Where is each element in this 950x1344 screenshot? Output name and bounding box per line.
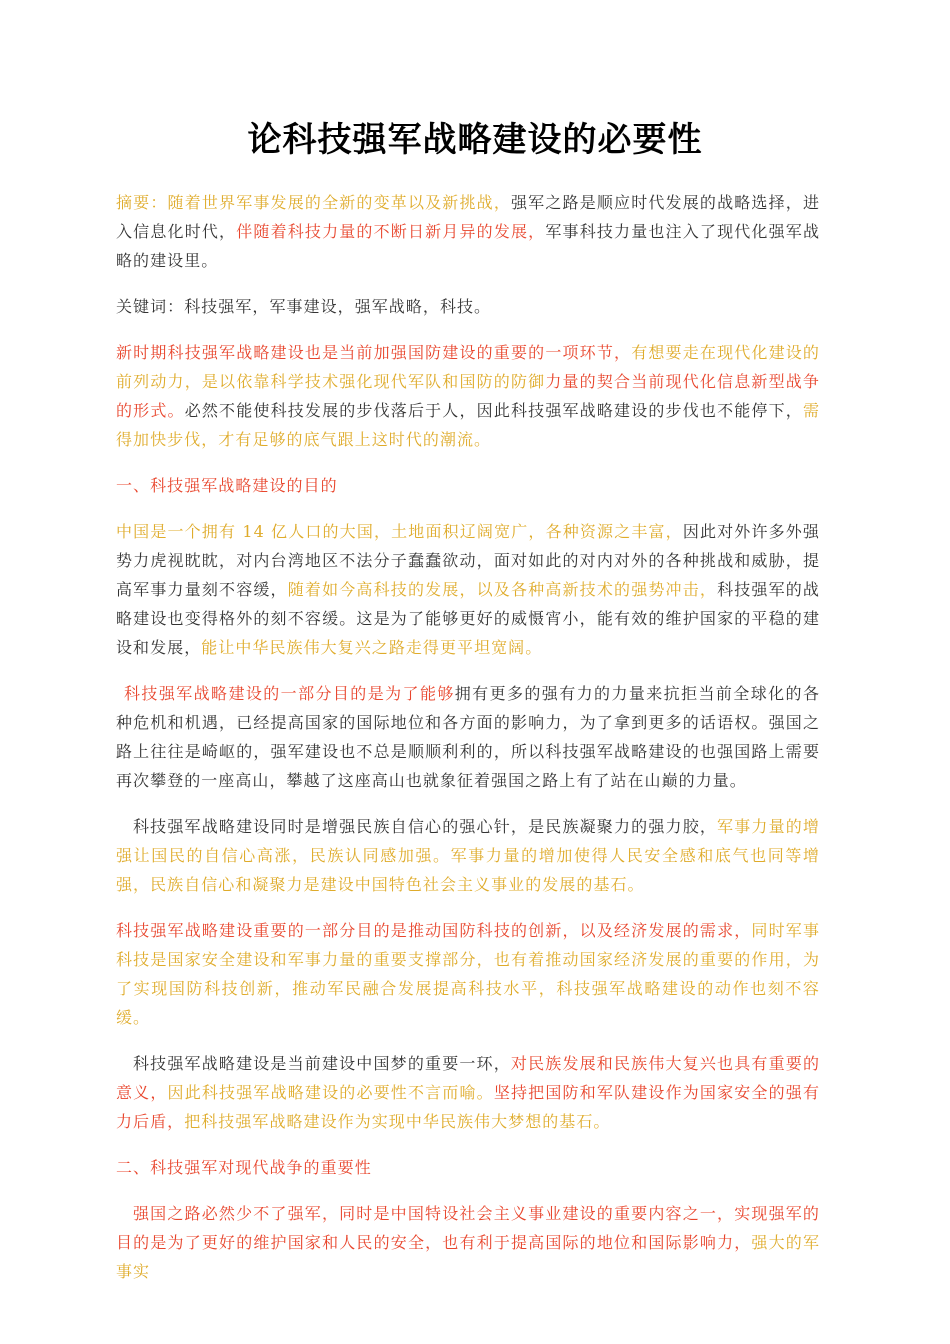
- paragraph: [116, 679, 820, 795]
- paragraph: [116, 1153, 820, 1182]
- text-segment-gray: 必然不能使科技发展的步伐落后于人，因此科技强军战略建设的步伐也不能停下，: [184, 401, 803, 420]
- text-segment-gold: 摘要：随着世界军事发展的全新的变革以及新挑战，: [116, 193, 511, 212]
- text-segment-gold: 中国是一个拥有 14 亿人口的大国，土地面积辽阔宽广，各种资源之丰富，: [116, 522, 683, 541]
- text-segment-gold: 因此科技强军战略建设的必要性不言而喻。: [167, 1083, 494, 1102]
- text-segment-red: 强国之路必然少不了强军，同时是中国特设社会主义事业建设的重要内容之一，实现强军的目的是为了更好的维护国家和人民的安全，也有利于提高国际的地位和国际影响力，: [116, 1204, 820, 1252]
- text-segment-gold: 能让中华民族伟大复兴之路走得更平坦宽阔。: [201, 638, 543, 657]
- paragraph: [116, 812, 820, 899]
- text-segment-red: 二、科技强军对现代战争的重要性: [116, 1158, 372, 1177]
- text-segment-gray: 拥有更多的强有力的力量来抗拒当前全球化的各种危机和机遇，已经提高国家的国际地位和各方面的影响力，为了拿到更多的话语权。强国之路上往往是崎岖的，强军建设也不总是顺顺利利的，所以科技强军战略建设的也强国路上需要再次攀登的一座高山，攀越了这座高山也就象征着强国之路上有了站在山巅的力量。: [116, 684, 820, 790]
- text-segment-red: 科技强军战略建设的一部分目的是为了能够: [124, 684, 455, 703]
- text-segment-gray: 强军之路是顺应时代发展的战略选择，进入信息化时代，: [116, 193, 820, 241]
- text-segment-red: 伴随着科技力量的不断日新月异的发展，: [236, 222, 546, 241]
- text-segment-gold: 有想要走在现代化建设的前列动力，是以依靠科学技术强化现代军队和国防的防御: [116, 343, 820, 391]
- document-body: [116, 188, 820, 1303]
- text-segment-gray: 科技强军的战略建设也变得格外的刻不容缓。这是为了能够更好的威慑宵小，能有效的维护国家的平稳的建设和发展，: [116, 580, 820, 657]
- paragraph: [116, 1049, 820, 1136]
- paragraph: [116, 338, 820, 454]
- text-segment-red: 对民族发展和民族伟大复兴也具有重要的意义，: [116, 1054, 820, 1102]
- text-segment-gold: 把科技强军战略建设作为实现中华民族伟大梦想的基石。: [184, 1112, 611, 1131]
- paragraph: [116, 916, 820, 1032]
- text-segment-gold: 需得加快步伐，才有足够的底气跟上这时代的潮流。: [116, 401, 820, 449]
- text-segment-gray: 科技强军战略建设是当前建设中国梦的重要一环，: [133, 1054, 511, 1073]
- text-segment-gray: 科技强军战略建设同时是增强民族自信心的强心针，是民族凝聚力的强力胶，: [133, 817, 718, 836]
- text-segment-gray: 因此对外许多外强势力虎视眈眈，对内台湾地区不法分子蠢蠢欲动，面对如此的对内对外的各种挑战和威胁，提高军事力量刻不容缓，: [116, 522, 820, 599]
- text-segment-red: 一、科技强军战略建设的目的: [116, 476, 338, 495]
- paragraph: [116, 517, 820, 662]
- text-segment-gold: 军事力量的增强让国民的自信心高涨，民族认同感加强。军事力量的增加使得人民安全感和底气也同等增强，民族自信心和凝聚力是建设中国特色社会主义事业的发展的基石。: [116, 817, 820, 894]
- text-segment-red: 科技强军战略建设重要的一部分目的是推动国防科技的创新，以及经济发展的需求，: [116, 921, 752, 940]
- paragraph: [116, 471, 820, 500]
- paragraph: [116, 188, 820, 275]
- text-segment-gold: 同时军事科技是国家安全建设和军事力量的重要支撑部分，也有着推动国家经济发展的重要的作用，为了实现国防科技创新，推动军民融合发展提高科技水平，科技强军战略建设的动作也刻不容缓。: [116, 921, 820, 1027]
- text-segment-red: 力量的契合当前现代化信息新型战争的形式。: [116, 372, 820, 420]
- text-segment-gold: 强大的军事实: [116, 1233, 820, 1281]
- paragraph: [116, 292, 820, 321]
- text-segment-gray: 军事科技力量也注入了现代化强军战略的建设里。: [116, 222, 820, 270]
- text-segment-red: 坚持把国防和军队建设作为国家安全的强有力后盾，: [116, 1083, 821, 1131]
- text-segment-red: 新时期科技强军战略建设也是当前加强国防建设的重要的一项环节，: [116, 343, 632, 362]
- text-segment-gray: 关键词：科技强军，军事建设，强军战略，科技。: [116, 297, 492, 316]
- text-segment-gold: 随着如今高科技的发展，以及各种高新技术的强势冲击，: [287, 580, 718, 599]
- paragraph: [116, 1199, 820, 1286]
- document-title: 论科技强军战略建设的必要性: [247, 120, 703, 160]
